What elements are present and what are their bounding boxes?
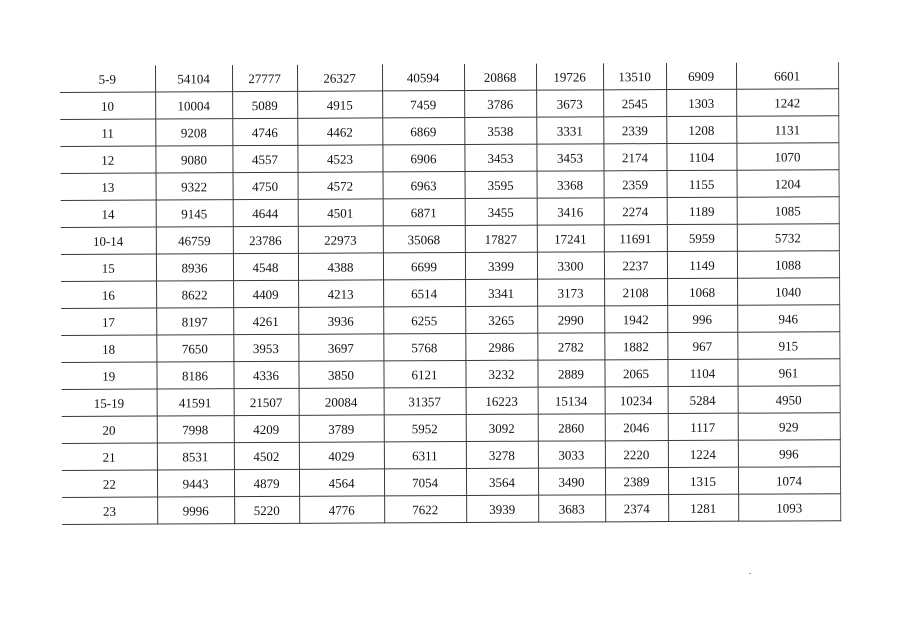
value-cell: 4462 — [297, 118, 382, 145]
value-cell: 3368 — [537, 171, 604, 198]
table-row — [60, 116, 838, 147]
value-cell: 31357 — [384, 388, 466, 415]
value-cell: 16223 — [466, 387, 538, 414]
table-row — [61, 332, 839, 363]
table-row — [61, 170, 839, 201]
value-cell: 3850 — [298, 361, 383, 388]
value-cell: 2220 — [605, 441, 668, 468]
value-cell: 6906 — [382, 145, 464, 172]
value-cell: 10234 — [605, 387, 668, 414]
table-row — [62, 467, 840, 498]
age-group-cell: 16 — [61, 281, 156, 308]
value-cell: 1104 — [666, 143, 736, 170]
value-cell: 4572 — [298, 172, 383, 199]
value-cell: 929 — [738, 413, 840, 440]
value-cell: 2174 — [603, 144, 666, 171]
value-cell: 3033 — [538, 441, 605, 468]
value-cell: 2990 — [537, 306, 604, 333]
value-cell: 3331 — [536, 117, 603, 144]
value-cell: 3341 — [465, 279, 537, 306]
value-cell: 3564 — [466, 468, 538, 495]
value-cell: 2274 — [604, 198, 667, 225]
value-cell: 2065 — [604, 360, 667, 387]
age-group-cell: 12 — [60, 146, 155, 173]
table-row — [62, 413, 840, 444]
value-cell: 3789 — [299, 415, 384, 442]
value-cell: 2359 — [604, 171, 667, 198]
value-cell: 4213 — [298, 280, 383, 307]
value-cell: 2860 — [538, 414, 605, 441]
value-cell: 3697 — [298, 334, 383, 361]
value-cell: 1281 — [668, 494, 738, 521]
value-cell: 5768 — [383, 334, 465, 361]
value-cell: 1104 — [667, 359, 737, 386]
value-cell: 1131 — [736, 116, 838, 143]
value-cell: 4209 — [234, 415, 299, 442]
value-cell: 2986 — [465, 333, 537, 360]
value-cell: 967 — [667, 332, 737, 359]
value-cell: 4261 — [233, 307, 298, 334]
age-group-cell: 10 — [60, 92, 155, 119]
value-cell: 2046 — [605, 414, 668, 441]
value-cell: 4029 — [299, 442, 384, 469]
age-group-cell: 18 — [61, 335, 156, 362]
value-cell: 23786 — [233, 226, 298, 253]
value-cell: 8531 — [157, 443, 234, 470]
value-cell: 3300 — [537, 252, 604, 279]
value-cell: 3786 — [464, 90, 536, 117]
value-cell: 2389 — [605, 468, 668, 495]
table-row — [60, 143, 838, 174]
value-cell: 1242 — [736, 89, 838, 116]
value-cell: 1068 — [667, 278, 737, 305]
value-cell: 9080 — [155, 146, 232, 173]
table-row — [61, 359, 839, 390]
value-cell: 6871 — [383, 199, 465, 226]
value-cell: 961 — [737, 359, 839, 386]
value-cell: 17241 — [537, 225, 604, 252]
value-cell: 9145 — [156, 200, 233, 227]
value-cell: 27777 — [232, 65, 297, 92]
value-cell: 1088 — [737, 251, 839, 278]
age-group-cell: 23 — [62, 497, 157, 524]
value-cell: 3939 — [466, 495, 538, 522]
value-cell: 15134 — [538, 387, 605, 414]
value-cell: 21507 — [234, 388, 299, 415]
value-cell: 3453 — [464, 144, 536, 171]
value-cell: 9443 — [157, 470, 234, 497]
value-cell: 1882 — [604, 333, 667, 360]
table-row — [61, 197, 839, 228]
table-row — [61, 305, 839, 336]
value-cell: 3399 — [465, 252, 537, 279]
scan-speck — [749, 573, 751, 574]
value-cell: 996 — [667, 305, 737, 332]
value-cell: 3538 — [464, 117, 536, 144]
value-cell: 5952 — [384, 415, 466, 442]
table-row — [62, 494, 840, 525]
population-table — [60, 62, 841, 525]
value-cell: 20868 — [464, 64, 536, 91]
table-container — [60, 62, 840, 525]
value-cell: 2339 — [603, 117, 666, 144]
value-cell: 3278 — [466, 441, 538, 468]
value-cell: 4501 — [298, 199, 383, 226]
value-cell: 41591 — [157, 389, 234, 416]
value-cell: 1204 — [737, 170, 839, 197]
value-cell: 6909 — [666, 63, 736, 90]
value-cell: 7054 — [384, 469, 466, 496]
value-cell: 6311 — [384, 442, 466, 469]
value-cell: 996 — [738, 440, 840, 467]
age-group-cell: 19 — [61, 362, 156, 389]
value-cell: 2545 — [603, 90, 666, 117]
table-row — [61, 224, 839, 255]
value-cell: 4523 — [297, 145, 382, 172]
value-cell: 6963 — [383, 172, 465, 199]
value-cell: 6255 — [383, 307, 465, 334]
age-group-cell: 11 — [60, 119, 155, 146]
value-cell: 35068 — [383, 226, 465, 253]
value-cell: 2374 — [605, 495, 668, 522]
age-group-cell: 15-19 — [62, 389, 157, 416]
value-cell: 8186 — [156, 362, 233, 389]
value-cell: 4564 — [299, 469, 384, 496]
age-group-cell: 22 — [62, 470, 157, 497]
value-cell: 2782 — [537, 333, 604, 360]
value-cell: 3683 — [538, 495, 605, 522]
value-cell: 6699 — [383, 253, 465, 280]
value-cell: 6869 — [382, 118, 464, 145]
value-cell: 4879 — [234, 469, 299, 496]
value-cell: 40594 — [382, 64, 464, 91]
value-cell: 4644 — [233, 199, 298, 226]
value-cell: 6121 — [383, 361, 465, 388]
value-cell: 3936 — [298, 307, 383, 334]
age-group-cell: 10-14 — [61, 227, 156, 254]
value-cell: 9208 — [155, 119, 232, 146]
value-cell: 13510 — [603, 63, 666, 90]
value-cell: 17827 — [465, 225, 537, 252]
table-row — [62, 386, 840, 417]
value-cell: 3092 — [466, 414, 538, 441]
value-cell: 4750 — [233, 172, 298, 199]
value-cell: 3453 — [536, 144, 603, 171]
value-cell: 1189 — [667, 197, 737, 224]
value-cell: 4388 — [298, 253, 383, 280]
value-cell: 3232 — [465, 360, 537, 387]
value-cell: 5284 — [668, 386, 738, 413]
table-row — [60, 89, 838, 120]
table-row — [62, 440, 840, 471]
value-cell: 10004 — [155, 92, 232, 119]
value-cell: 1074 — [738, 467, 840, 494]
value-cell: 4557 — [232, 145, 297, 172]
value-cell: 4915 — [297, 91, 382, 118]
value-cell: 9996 — [157, 497, 234, 524]
value-cell: 1093 — [738, 494, 840, 521]
value-cell: 4409 — [233, 280, 298, 307]
age-group-cell: 20 — [62, 416, 157, 443]
value-cell: 4776 — [299, 496, 384, 523]
age-group-cell: 5-9 — [60, 66, 155, 93]
age-group-cell: 15 — [61, 254, 156, 281]
value-cell: 3490 — [538, 468, 605, 495]
value-cell: 7622 — [384, 496, 466, 523]
value-cell: 19726 — [536, 63, 603, 90]
value-cell: 5959 — [667, 224, 737, 251]
value-cell: 2889 — [537, 360, 604, 387]
value-cell: 3953 — [233, 334, 298, 361]
value-cell: 3673 — [536, 90, 603, 117]
value-cell: 1303 — [666, 89, 736, 116]
value-cell: 5220 — [234, 496, 299, 523]
value-cell: 8197 — [156, 308, 233, 335]
value-cell: 7650 — [156, 335, 233, 362]
value-cell: 1155 — [667, 170, 737, 197]
value-cell: 915 — [737, 332, 839, 359]
value-cell: 7459 — [382, 91, 464, 118]
value-cell: 3173 — [537, 279, 604, 306]
age-group-cell: 14 — [61, 200, 156, 227]
value-cell: 4950 — [738, 386, 840, 413]
age-group-cell: 13 — [61, 173, 156, 200]
table-row — [61, 251, 839, 282]
value-cell: 1040 — [737, 278, 839, 305]
value-cell: 2108 — [604, 279, 667, 306]
value-cell: 5732 — [737, 224, 839, 251]
value-cell: 1085 — [737, 197, 839, 224]
value-cell: 4336 — [233, 361, 298, 388]
table-body — [60, 62, 840, 524]
value-cell: 3265 — [465, 306, 537, 333]
value-cell: 20084 — [299, 388, 384, 415]
value-cell: 4548 — [233, 253, 298, 280]
value-cell: 946 — [737, 305, 839, 332]
value-cell: 2237 — [604, 252, 667, 279]
value-cell: 22973 — [298, 226, 383, 253]
value-cell: 1117 — [668, 413, 738, 440]
value-cell: 5089 — [232, 91, 297, 118]
value-cell: 6514 — [383, 280, 465, 307]
value-cell: 1315 — [668, 467, 738, 494]
value-cell: 1224 — [668, 440, 738, 467]
value-cell: 6601 — [736, 62, 838, 89]
value-cell: 8936 — [156, 254, 233, 281]
value-cell: 54104 — [155, 65, 232, 92]
table-row — [60, 62, 838, 92]
value-cell: 11691 — [604, 225, 667, 252]
value-cell: 4746 — [232, 118, 297, 145]
value-cell: 1208 — [666, 116, 736, 143]
age-group-cell: 17 — [61, 308, 156, 335]
value-cell: 3416 — [537, 198, 604, 225]
value-cell: 46759 — [156, 227, 233, 254]
value-cell: 4502 — [234, 442, 299, 469]
value-cell: 3455 — [465, 198, 537, 225]
value-cell: 1942 — [604, 306, 667, 333]
age-group-cell: 21 — [62, 443, 157, 470]
value-cell: 1149 — [667, 251, 737, 278]
value-cell: 3595 — [465, 171, 537, 198]
value-cell: 8622 — [156, 281, 233, 308]
table-row — [61, 278, 839, 309]
value-cell: 7998 — [157, 416, 234, 443]
value-cell: 26327 — [297, 64, 382, 91]
value-cell: 9322 — [156, 173, 233, 200]
value-cell: 1070 — [736, 143, 838, 170]
